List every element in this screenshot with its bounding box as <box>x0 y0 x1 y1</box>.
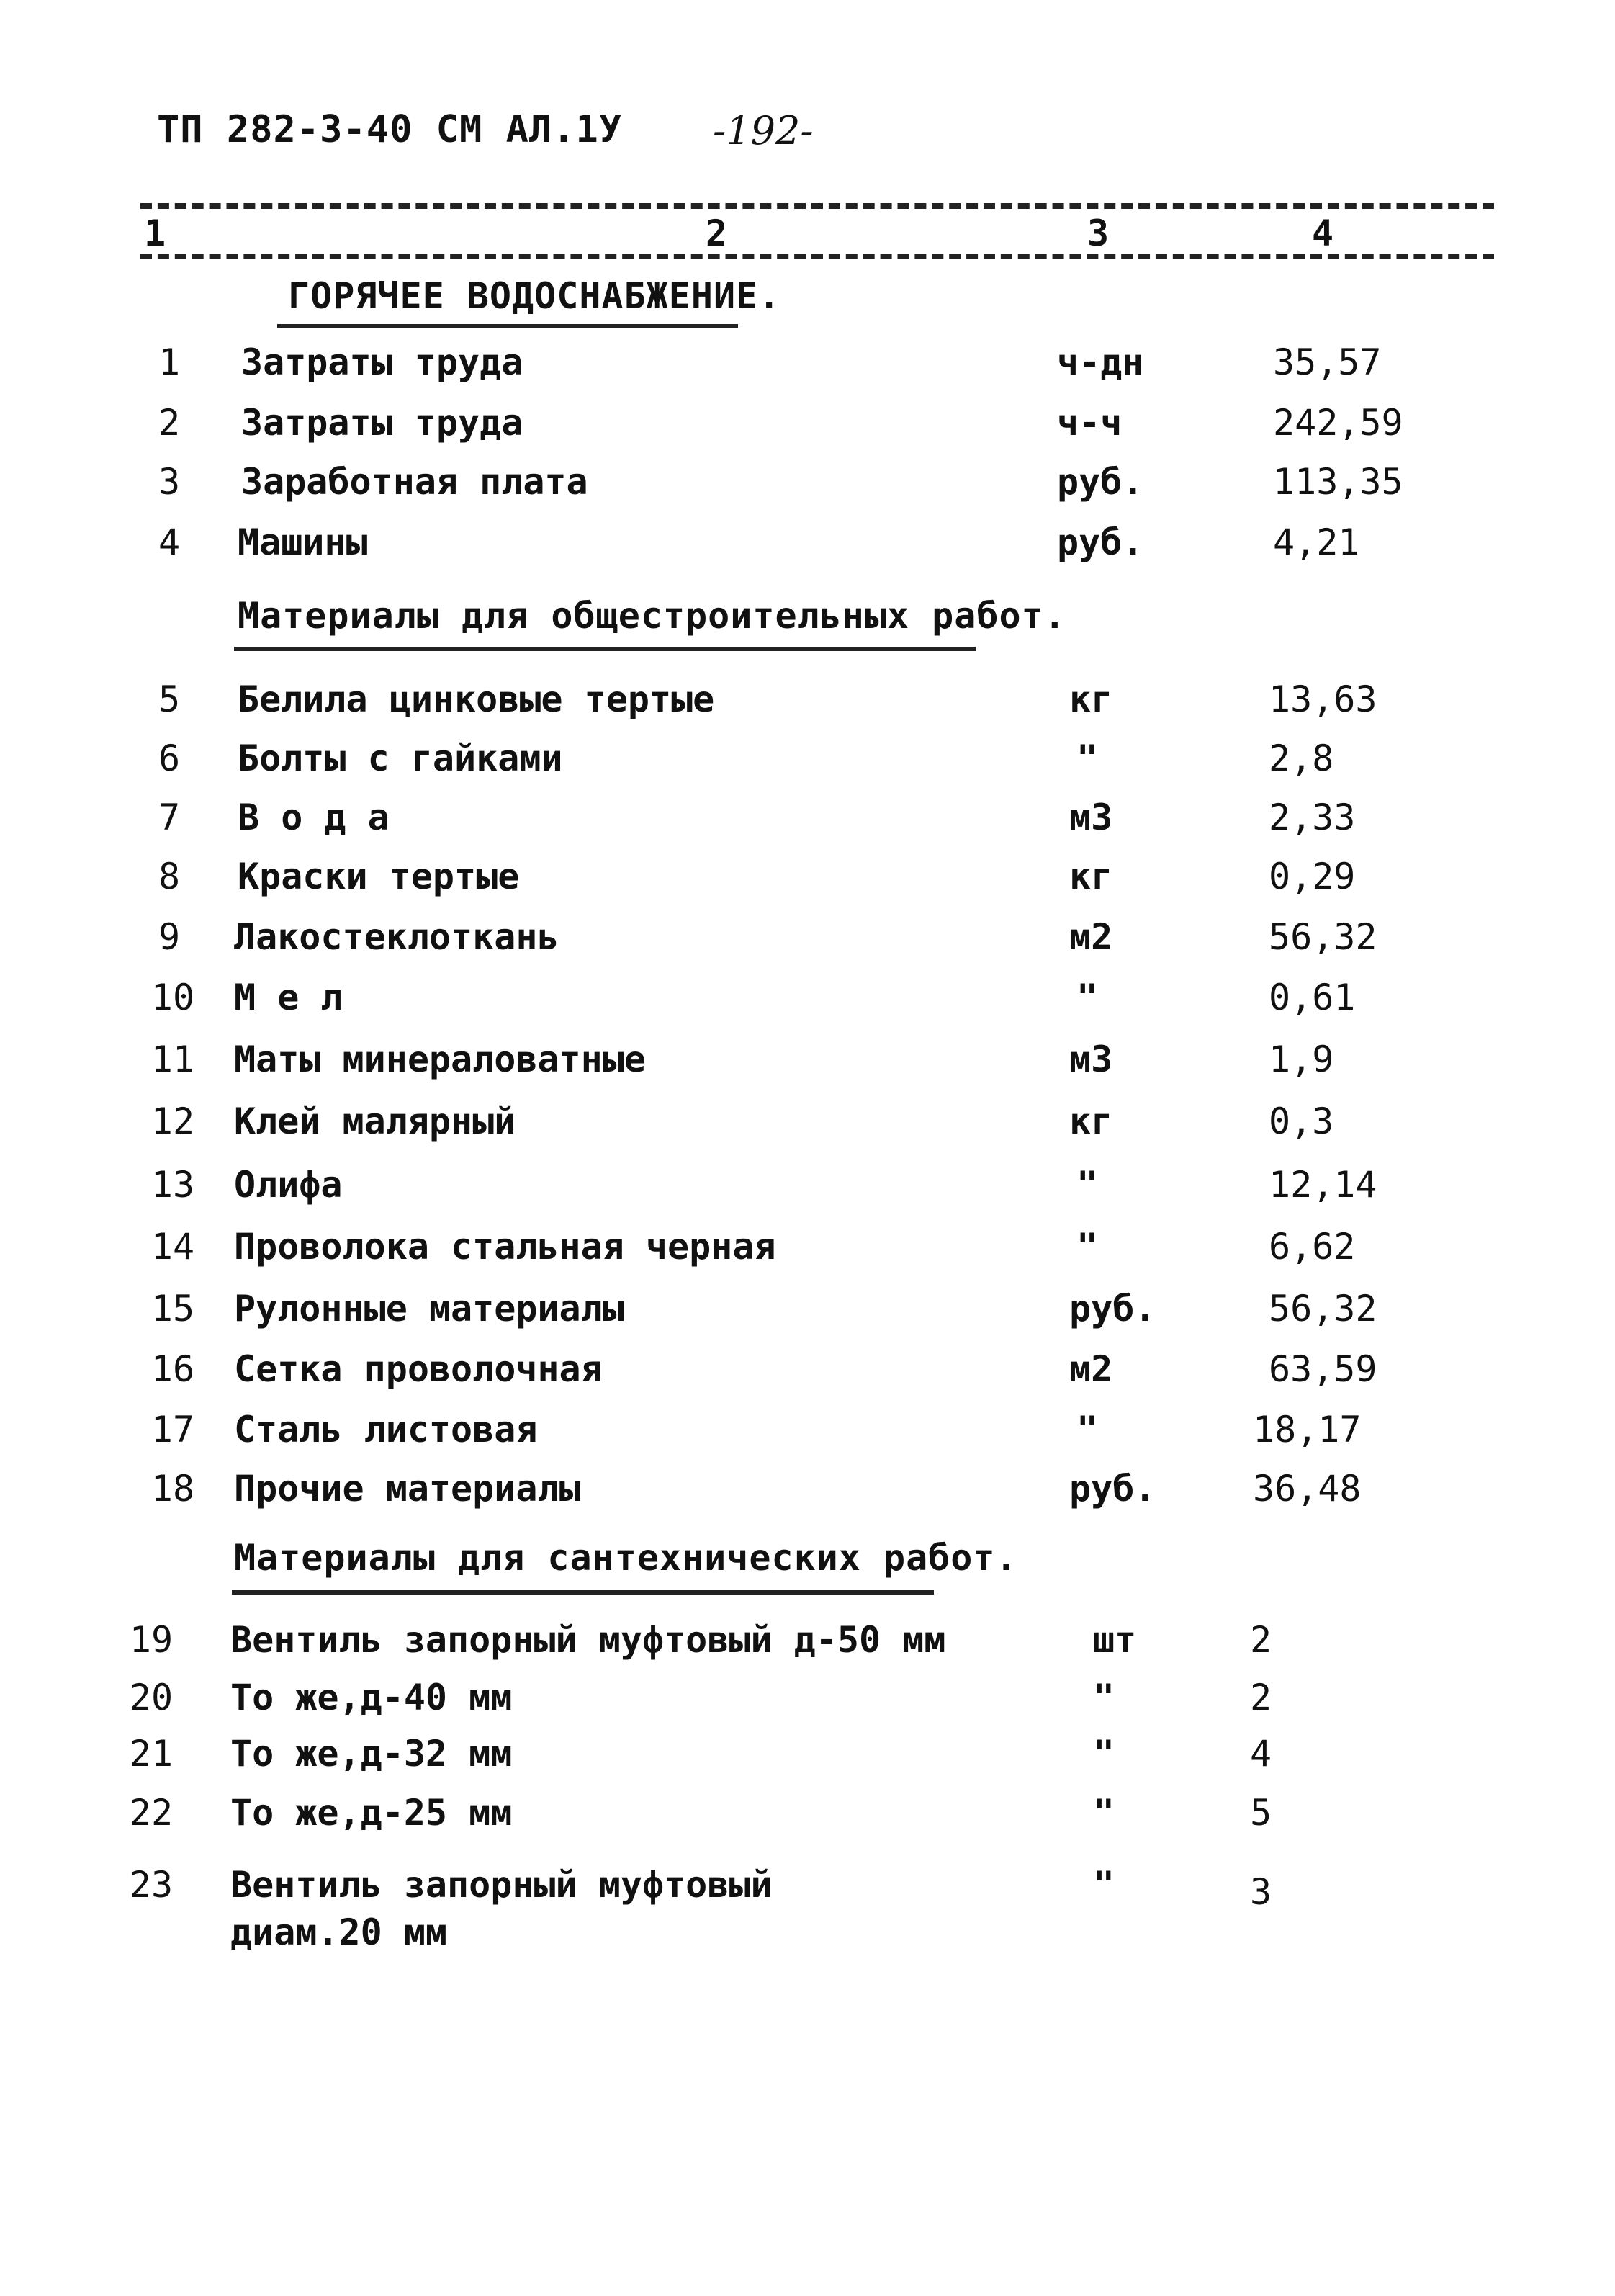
row-value: 0,61 <box>1269 977 1356 1018</box>
row-unit: ч-ч <box>1057 402 1123 444</box>
section-title-hot-water: ГОРЯЧЕЕ ВОДОСНАБЖЕНИЕ. <box>288 275 781 317</box>
row-name: Белила цинковые тертые <box>238 678 715 720</box>
table-header-rule <box>140 254 1494 259</box>
row-unit: " <box>1076 1164 1099 1206</box>
row-value: 113,35 <box>1273 461 1403 503</box>
row-number: 6 <box>158 737 181 779</box>
row-unit: кг <box>1069 856 1113 897</box>
row-name-continuation: диам.20 мм <box>230 1911 448 1953</box>
row-name: Сталь листовая <box>234 1409 538 1450</box>
row-number: 12 <box>150 1100 195 1142</box>
column-number-1: 1 <box>144 212 166 254</box>
row-number: 20 <box>129 1677 174 1718</box>
row-number: 11 <box>150 1039 195 1080</box>
row-unit: кг <box>1069 678 1113 720</box>
row-number: 22 <box>129 1792 174 1834</box>
row-value: 12,14 <box>1269 1164 1377 1206</box>
row-name: Вентиль запорный муфтовый д-50 мм <box>230 1619 946 1661</box>
row-unit: м2 <box>1069 1348 1113 1390</box>
row-name: Проволока стальная черная <box>234 1226 776 1268</box>
row-unit: " <box>1076 1409 1099 1450</box>
row-name: Маты минераловатные <box>234 1039 646 1080</box>
row-unit: м2 <box>1069 916 1113 958</box>
row-name: То же,д-32 мм <box>230 1733 513 1775</box>
table-top-rule <box>140 203 1494 209</box>
row-value: 2,8 <box>1269 737 1334 779</box>
row-name: Олифа <box>234 1164 343 1206</box>
row-number: 7 <box>158 797 181 838</box>
row-number: 17 <box>150 1409 195 1450</box>
section-underline <box>232 1590 934 1595</box>
section-title-plumbing: Материалы для сантехнических работ. <box>234 1537 1018 1579</box>
row-number: 21 <box>129 1733 174 1775</box>
row-value: 2 <box>1250 1619 1272 1661</box>
row-unit: шт <box>1093 1619 1137 1661</box>
row-name: Машины <box>238 521 368 563</box>
section-underline <box>277 324 738 328</box>
row-name: В о д а <box>238 797 390 838</box>
row-value: 36,48 <box>1253 1468 1362 1510</box>
row-name: Лакостеклоткань <box>234 916 559 958</box>
row-name: То же,д-25 мм <box>230 1792 513 1834</box>
row-unit: " <box>1076 737 1099 779</box>
row-value: 13,63 <box>1269 678 1377 720</box>
column-number-2: 2 <box>706 212 728 254</box>
row-value: 56,32 <box>1269 916 1377 958</box>
row-name: Рулонные материалы <box>234 1288 624 1329</box>
row-number: 3 <box>158 461 181 503</box>
row-number: 13 <box>150 1164 195 1206</box>
row-unit: " <box>1093 1864 1115 1906</box>
document-code: ТП 282-3-40 СМ АЛ.1У <box>157 108 623 151</box>
row-number: 23 <box>129 1864 174 1906</box>
row-value: 63,59 <box>1269 1348 1377 1390</box>
row-name: Клей малярный <box>234 1100 516 1142</box>
row-unit: " <box>1093 1677 1115 1718</box>
row-value: 1,9 <box>1269 1039 1334 1080</box>
row-value: 4 <box>1250 1733 1272 1775</box>
row-name: Заработная плата <box>241 461 588 503</box>
row-name: Вентиль запорный муфтовый <box>230 1864 773 1906</box>
row-number: 16 <box>150 1348 195 1390</box>
row-name: Сетка проволочная <box>234 1348 603 1390</box>
row-unit: " <box>1093 1792 1115 1834</box>
row-value: 0,3 <box>1269 1100 1334 1142</box>
row-unit: м3 <box>1069 797 1113 838</box>
row-unit: кг <box>1069 1100 1113 1142</box>
row-number: 14 <box>150 1226 195 1268</box>
row-value: 35,57 <box>1273 341 1382 383</box>
row-value: 242,59 <box>1273 402 1403 444</box>
row-unit: " <box>1093 1733 1115 1775</box>
row-number: 5 <box>158 678 181 720</box>
row-value: 3 <box>1250 1871 1272 1913</box>
row-name: То же,д-40 мм <box>230 1677 513 1718</box>
row-name: Болты с гайками <box>238 737 563 779</box>
row-unit: " <box>1076 1226 1099 1268</box>
row-value: 18,17 <box>1253 1409 1362 1450</box>
row-number: 2 <box>158 402 181 444</box>
row-number: 8 <box>158 856 181 897</box>
row-number: 15 <box>150 1288 195 1329</box>
row-name: М е л <box>234 977 343 1018</box>
row-unit: м3 <box>1069 1039 1113 1080</box>
row-number: 19 <box>129 1619 174 1661</box>
row-number: 9 <box>158 916 181 958</box>
row-name: Затраты труда <box>241 341 523 383</box>
column-number-4: 4 <box>1312 212 1334 254</box>
row-value: 6,62 <box>1269 1226 1356 1268</box>
row-number: 10 <box>150 977 195 1018</box>
row-value: 5 <box>1250 1792 1272 1834</box>
row-unit: руб. <box>1069 1468 1156 1510</box>
row-unit: руб. <box>1069 1288 1156 1329</box>
column-number-3: 3 <box>1087 212 1110 254</box>
section-underline <box>234 647 976 651</box>
row-number: 1 <box>158 341 181 383</box>
row-value: 2,33 <box>1269 797 1356 838</box>
page-number: -192- <box>713 108 814 153</box>
row-unit: руб. <box>1057 521 1144 563</box>
row-number: 18 <box>150 1468 195 1510</box>
row-value: 56,32 <box>1269 1288 1377 1329</box>
row-unit: руб. <box>1057 461 1144 503</box>
row-name: Прочие материалы <box>234 1468 581 1510</box>
section-title-general-construction: Материалы для общестроительных работ. <box>238 595 1066 637</box>
row-name: Краски тертые <box>238 856 520 897</box>
row-unit: ч-дн <box>1057 341 1144 383</box>
row-number: 4 <box>158 521 181 563</box>
row-value: 4,21 <box>1273 521 1360 563</box>
row-name: Затраты труда <box>241 402 523 444</box>
row-unit: " <box>1076 977 1099 1018</box>
row-value: 0,29 <box>1269 856 1356 897</box>
row-value: 2 <box>1250 1677 1272 1718</box>
